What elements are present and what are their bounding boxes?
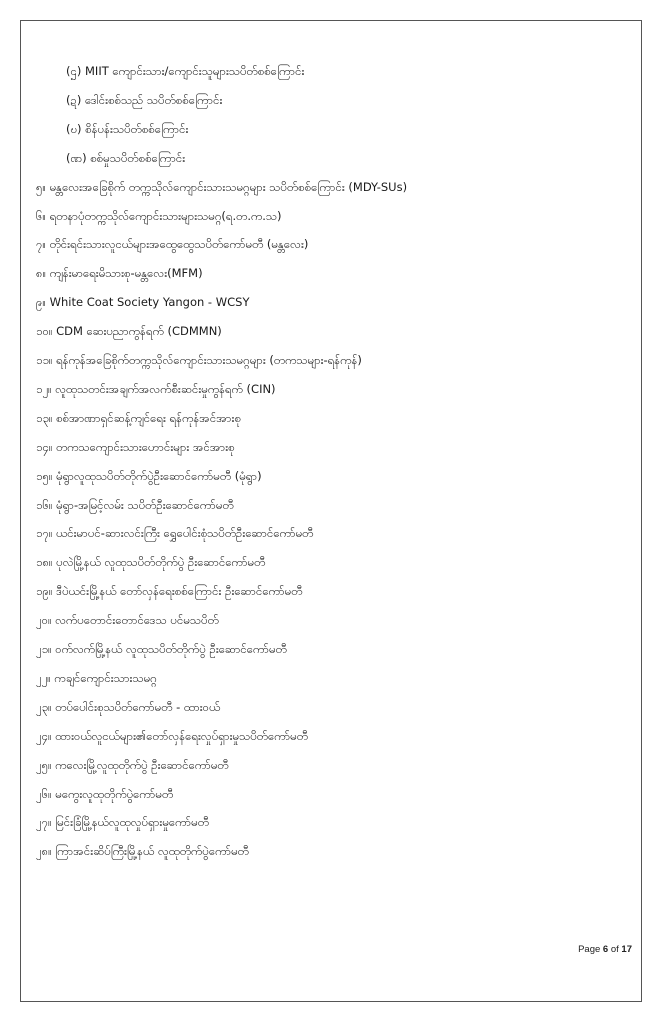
list-item: ၂၇။ မြင်းခြံမြို့နယ်လူထုလှုပ်ရှားမှုကော်မတီ bbox=[36, 815, 209, 830]
list-item: ၂၅။ ကလေးမြို့လူထုတိုက်ပွဲ ဦးဆောင်ကော်မတီ bbox=[36, 757, 229, 772]
sub-list-item: (ဎ) စိန်ပန်းသပိတ်စစ်ကြောင်း bbox=[66, 121, 189, 136]
list-item: ၂၃။ တပ်ပေါင်းစုသပိတ်ကော်မတီ - ထားဝယ် bbox=[36, 699, 221, 714]
sub-list-item: (ဌ) MIIT ကျောင်းသား/ကျောင်းသူများသပိတ်စစ်ကြောင်း bbox=[66, 64, 305, 78]
list-item: ၁၆။ မုံရွာ-အမြင့်လမ်း သပိတ်ဦးဆောင်ကော်မတီ bbox=[36, 497, 234, 512]
list-item: ၂၁။ ဝက်လက်မြို့နယ် လူထုသပိတ်တိုက်ပွဲ ဦးဆောင်ကော်မတီ bbox=[36, 642, 287, 656]
page-footer bbox=[578, 944, 632, 955]
list-item: ၁၄။ တကသကျောင်းသားဟောင်းများ အင်အားစု bbox=[36, 439, 235, 454]
page-total: 17 bbox=[621, 944, 632, 955]
list-item: ၈။ ကျန်းမာရေးမိသားစု-မန္တလေး(MFM) bbox=[36, 266, 203, 281]
list-item: ၂၄။ ထားဝယ်လူငယ်များ၏တော်လှန်ရေးလှုပ်ရှားမှုသပိတ်ကော်မတီ bbox=[36, 728, 308, 743]
list-item: ၂၈။ ကြာအင်းဆိပ်ကြီးမြို့နယ် လူထုတိုက်ပွဲကော်မတီ bbox=[36, 844, 249, 859]
sub-list-item: (ဍ) ဒေါင်းစစ်သည် သပိတ်စစ်ကြောင်း bbox=[66, 92, 223, 107]
list-item: ၂၀။ လက်ပတောင်းတောင်ဒေသ ပင်မသပိတ် bbox=[36, 613, 219, 628]
list-item: ၉။ White Coat Society Yangon - WCSY bbox=[36, 295, 250, 310]
list-item: ၁၅။ မုံရွာလူထုသပိတ်တိုက်ပွဲဦးဆောင်ကော်မတီ (မုံရွာ) bbox=[36, 468, 262, 483]
list-item: ၁၂။ လူထုသတင်းအချက်အလက်စီးဆင်းမှုကွန်ရက် (CIN) bbox=[36, 381, 276, 396]
list-item: ၁၉။ ဒီပဲယင်းမြို့နယ် တော်လှန်ရေးစစ်ကြောင်း ဦးဆောင်ကော်မတီ bbox=[36, 584, 303, 599]
page-label: Page bbox=[578, 944, 601, 955]
of-label: of bbox=[610, 944, 619, 955]
list-item: ၂၆။ မကွေးလူထုတိုက်ပွဲကော်မတီ bbox=[36, 786, 174, 801]
list-item: ၁၇။ ယင်းမာပင်-ဆားလင်းကြီး ရွှေပေါင်းစုံသပိတ်ဦးဆောင်ကော်မတီ bbox=[36, 526, 314, 541]
list-item: ၁၁။ ရန်ကုန်အခြေစိုက်တက္ကသိုလ်ကျောင်းသားသမဂ္ဂများ (တကသများ-ရန်ကုန်) bbox=[36, 353, 362, 367]
list-item: ၂၂။ ကချင်ကျောင်းသားသမဂ္ဂ bbox=[36, 670, 157, 685]
page-number: 6 bbox=[602, 944, 609, 955]
list-item: ၅။ မန္တလေးအခြေစိုက် တက္ကသိုလ်ကျောင်းသားသမဂ္ဂများ သပိတ်စစ်ကြောင်း (MDY-SUs) bbox=[36, 179, 408, 194]
list-item: ၁၃။ စစ်အာဏာရှင်ဆန့်ကျင်ရေး ရန်ကုန်အင်အားစု bbox=[36, 410, 241, 425]
list-item: ၁၀။ CDM ဆေးပညာကွန်ရက် (CDMMN) bbox=[36, 324, 222, 339]
list-item: ၇။ တိုင်းရင်းသားလူငယ်များအထွေထွေသပိတ်ကော်မတီ (မန္တလေး) bbox=[36, 237, 309, 252]
sub-list-item: (ဏ) စစ်မှုသပိတ်စစ်ကြောင်း bbox=[66, 150, 186, 165]
list-item: ၁၈။ ပုလဲမြို့နယ် လူထုသပိတ်တိုက်ပွဲ ဦးဆောင်ကော်မတီ bbox=[36, 555, 266, 570]
list-item: ၆။ ရတနာပုံတက္ကသိုလ်ကျောင်းသားများသမဂ္ဂ(ရ.တ.က.သ) bbox=[36, 208, 282, 223]
